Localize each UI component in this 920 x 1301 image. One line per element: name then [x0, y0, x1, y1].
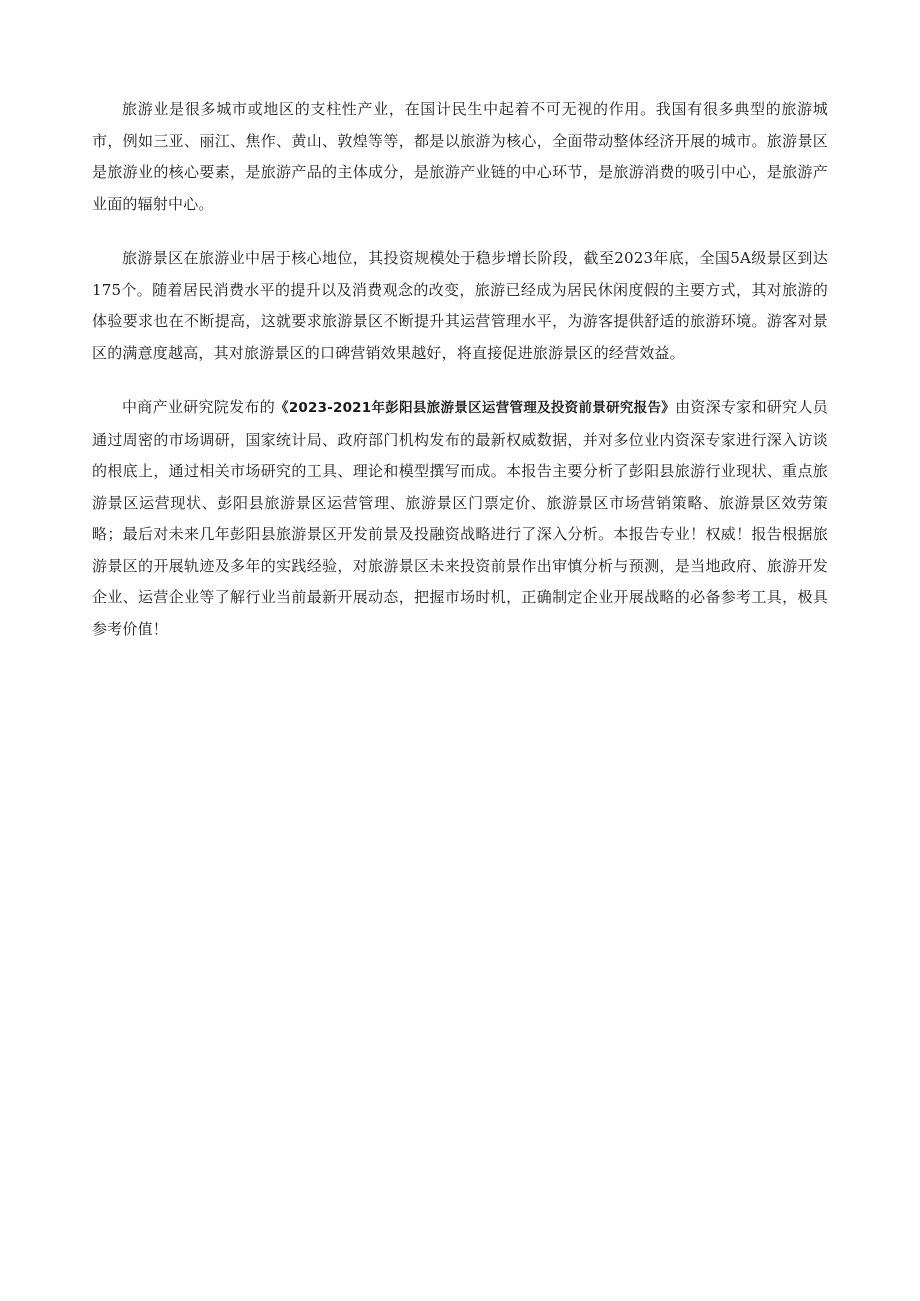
- report-title: 《2023-2021年彭阳县旅游景区运营管理及投资前景研究报告》: [275, 400, 676, 416]
- document-page: [92, 94, 828, 645]
- report-intro-prefix: 中商产业研究院发布的: [122, 398, 276, 416]
- report-intro-body: 由资深专家和研究人员通过周密的市场调研，国家统计局、政府部门机构发布的最新权威数据，并对多位业内资深专家进行深入访谈的根底上，通过相关市场研究的工具、理论和模型撰写而成。本报告主要分析了彭阳县旅游行业现状、重点旅游景区运营现状、彭阳县旅游景区运营管理、旅游景区门票定价、旅游景区市场营销策略、旅游景区效劳策略；最后对未来几年彭阳县旅游景区开发前景及投融资战略进行了深入分析。本报告专业！权威！报告根据旅游景区的开展轨迹及多年的实践经验，对旅游景区未来投资前景作出审慎分析与预测，是当地政府、旅游开发企业、运营企业等了解行业当前最新开展动态，把握市场时机，正确制定企业开展战略的必备参考工具，极具参考价值！: [92, 398, 828, 638]
- paragraph-scenic-areas: 旅游景区在旅游业中居于核心地位，其投资规模处于稳步增长阶段，截至2023年底，全国5A级景区到达175个。随着居民消费水平的提升以及消费观念的改变，旅游已经成为居民休闲度假的主要方式，其对旅游的体验要求也在不断提高，这就要求旅游景区不断提升其运营管理水平，为游客提供舒适的旅游环境。游客对景区的满意度越高，其对旅游景区的口碑营销效果越好，将直接促进旅游景区的经营效益。: [92, 249, 828, 362]
- paragraph-tourism-industry: 旅游业是很多城市或地区的支柱性产业，在国计民生中起着不可无视的作用。我国有很多典型的旅游城市，例如三亚、丽江、焦作、黄山、敦煌等等，都是以旅游为核心，全面带动整体经济开展的城市。旅游景区是旅游业的核心要素，是旅游产品的主体成分，是旅游产业链的中心环节，是旅游消费的吸引中心，是旅游产业面的辐射中心。: [92, 100, 828, 213]
- paragraph-report-introduction: [92, 392, 828, 645]
